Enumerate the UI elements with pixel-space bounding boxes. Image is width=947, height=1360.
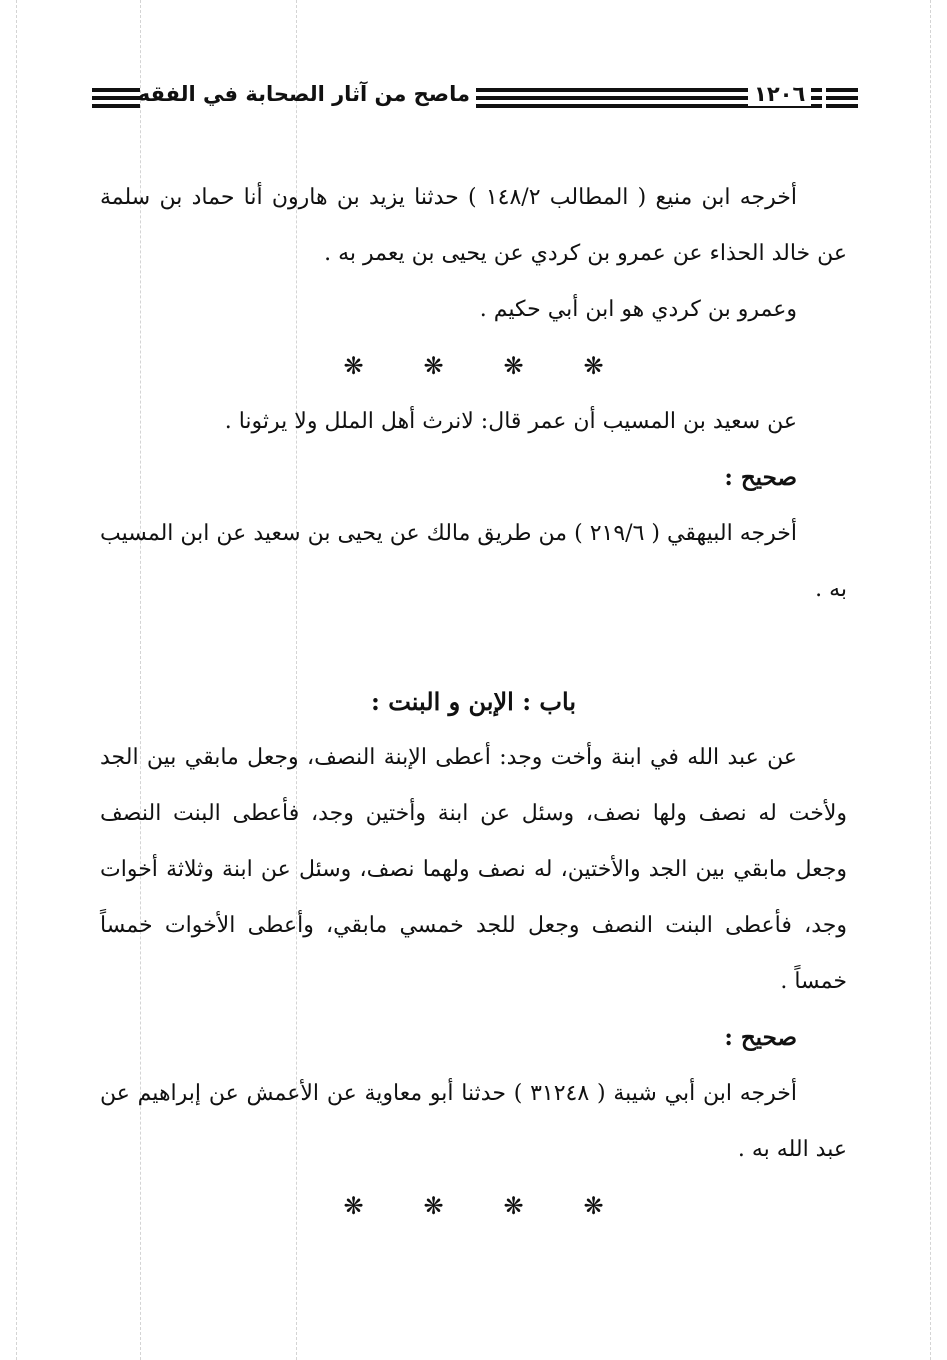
paragraph-athar-abdullah: عن عبد الله في ابنة وأخت وجد: أعطى الإبنة النصف، وجعل مابقي بين الجد ولأخت له نصف ولها نصف، وسئل عن ابنة وأختين وجد، فأعطى البنت النصف وجعل مابقي بين الجد والأختين، له نصف ولهما نصف، وسئل عن ابنة وثلاثة أخوات وجد، فأعطى البنت النصف وجعل للجد خمسي مابقي، وأعطى الأخوات خمساً خمساً . (100, 745, 847, 994)
page-header (92, 78, 858, 118)
scan-guide-line (930, 0, 931, 1360)
grading-label: صحيح : (724, 464, 797, 491)
ornament-star-icon: ❋ (503, 1192, 524, 1220)
header-rule-left (92, 88, 140, 108)
header-rule-right (826, 88, 858, 108)
running-title: ماصح من آثار الصحابة في الفقه (137, 82, 470, 106)
paragraph-athar-umar: عن سعيد بن المسيب أن عمر قال: لانرث أهل الملل ولا يرثونا . (224, 409, 797, 434)
ornament-star-icon: ❋ (343, 352, 364, 380)
paragraph-note-amr: وعمرو بن كردي هو ابن أبي حكيم . (479, 297, 797, 322)
ornament-star-icon: ❋ (583, 352, 604, 380)
section-separator (100, 338, 847, 394)
paragraph-citation-ibn-mani: أخرجه ابن منيع ( المطالب ١٤٨/٢ ) حدثنا يزيد بن هارون أنا حماد بن سلمة عن خالد الحذاء عن عمرو بن كردي عن يحيى بن يعمر به . (100, 185, 847, 266)
ornament-star-icon: ❋ (423, 352, 444, 380)
page-body (100, 170, 847, 1234)
ornament-star-icon: ❋ (343, 1192, 364, 1220)
paragraph-citation-ibn-abi-shaybah: أخرجه ابن أبي شيبة ( ٣١٢٤٨ ) حدثنا أبو معاوية عن الأعمش عن إبراهيم عن عبد الله به . (100, 1081, 847, 1162)
ornament-star-icon: ❋ (583, 1192, 604, 1220)
page-number: ١٢٠٦ (748, 82, 811, 106)
scan-guide-line (16, 0, 17, 1360)
chapter-title: باب : الإبن و البنت : (370, 687, 576, 716)
section-separator (100, 1178, 847, 1234)
grading-label: صحيح : (724, 1024, 797, 1051)
ornament-star-icon: ❋ (503, 352, 524, 380)
paragraph-citation-bayhaqi: أخرجه البيهقي ( ٢١٩/٦ ) من طريق مالك عن يحيى بن سعيد عن ابن المسيب به . (100, 521, 847, 602)
ornament-star-icon: ❋ (423, 1192, 444, 1220)
